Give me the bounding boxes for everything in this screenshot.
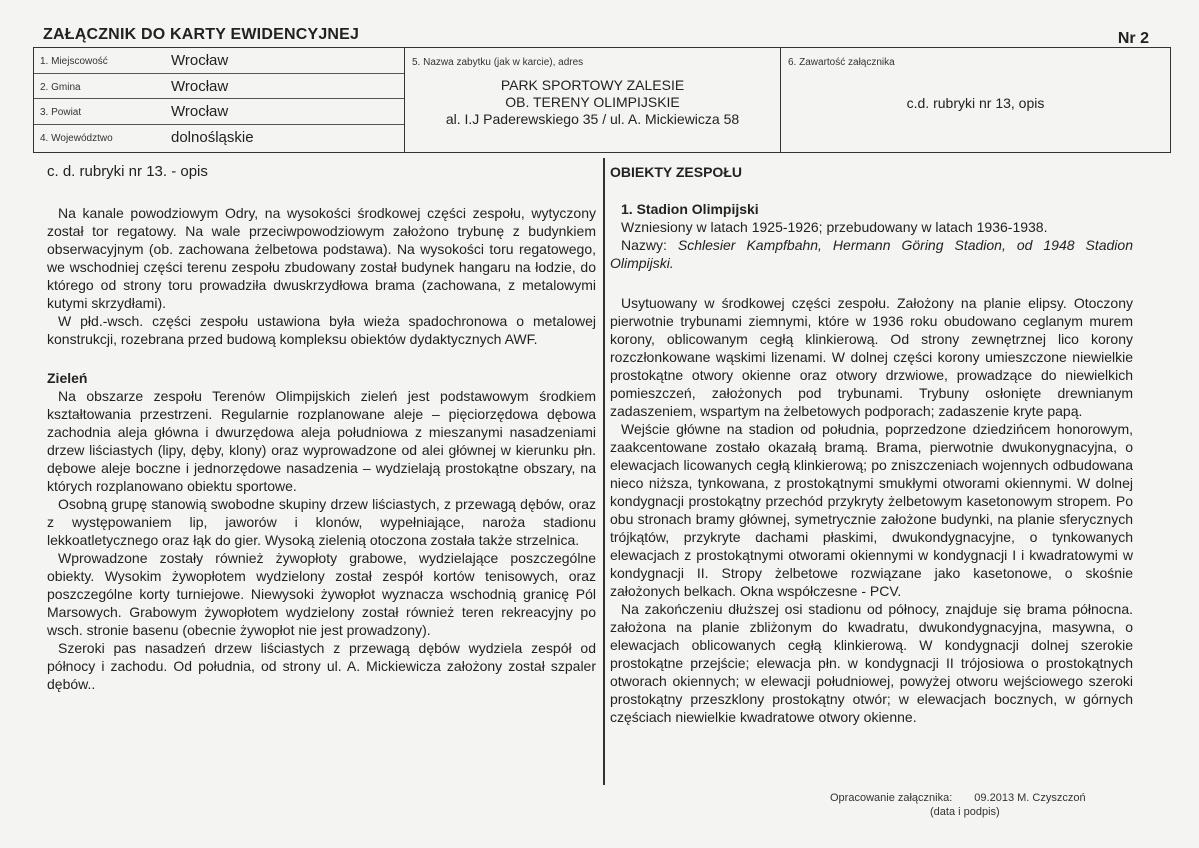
paragraph: Wejście główne na stadion od południa, poprzedzone dziedzińcem honorowym, zaakcentowane zostało okazałą bramą. Brama, pierwotnie dwukonygnacyjna, o elewacjach licowanych cegłą klinkierową; po zniszczeniach wojennych odbudowana nieco niższa, tynkowana, z prostokątnymi smukłymi otworami okiennymi. W dolnej kondygnacji prostokątny przechód przykryty żelbetowym kasetonowym stropem. Po obu stronach bramy głównej, symetrycznie założone budynki, na planie sferycznych trójkątów, przykryte dachami płaskimi, dwukondygnacyjne, o tynkowanych elewacjach z prostokątnymi otworami okiennymi w kondygnacji I i kwadratowymi w kondygnacji II. Stropy żelbetowe rozwiązane jako kasetonowe, o skośnie założonych belkach. Okna współczesne - PCV. (610, 421, 1133, 599)
footer-line (830, 791, 1086, 805)
monument-subname: OB. TERENY OLIMPIJSKIE (505, 94, 680, 110)
object-title: 1. Stadion Olimpijski (621, 201, 759, 217)
contents-value: c.d. rubryki nr 13, opis (906, 95, 1045, 111)
location-row (34, 125, 404, 151)
contents-column (781, 48, 1170, 152)
location-label: 4. Województwo (40, 132, 113, 144)
location-column (34, 48, 405, 152)
location-row (34, 74, 404, 100)
location-row (34, 99, 404, 125)
location-label: 3. Powiat (40, 107, 82, 118)
location-value: Wrocław (171, 77, 229, 95)
monument-column (405, 48, 781, 152)
paragraph: Szeroki pas nasadzeń drzew liściastych z przewagą dębów wydziela zespół od północy i zachodu. Od południa, od strony ul. A. Mickiewicza założony został szpaler dębów.. (47, 640, 596, 692)
location-value: dolnośląskie (171, 128, 254, 146)
footer-note: (data i podpis) (930, 806, 1000, 818)
paragraph: Osobną grupę stanowią swobodne skupiny drzew liściastych, z przewagą dębów, oraz z występowaniem lip, jaworów i klonów, wypełniające, naroża stadionu lekkoatletycznego oraz łąk do gier. Wysoką zielenią otoczona została także strzelnica. (47, 496, 596, 548)
objects-column (610, 163, 1133, 726)
monument-address (405, 77, 780, 128)
location-row (34, 48, 404, 74)
object-names (610, 236, 1133, 272)
objects-heading: OBIEKTY ZESPOŁU (610, 164, 742, 180)
location-value: Wrocław (171, 103, 229, 120)
paragraph: Usytuowany w środkowej części zespołu. Założony na planie elipsy. Otoczony pierwotnie trybunami ziemnymi, które w 1936 roku obudowano ceglanym murem korony, oblicowanym cegłą klinkierową. Od strony zewnętrznej lico korony rozczłonkowane wąskimi lizenami. W dolnej części korony umieszczone niewielkie prostokątne otwory okienne oraz otwory drzwiowe, prowadzące do niewielkich pomieszczeń, założonych pod trybunami. Trybuny osłonięte drewnianym zadaszeniem, wspartym na żelbetowych podporach; zadaszenie kryte papą. (610, 295, 1133, 419)
paragraph: Na zakończeniu dłuższej osi stadionu od północy, znajduje się brama północna. założona na planie zbliżonym do kwadratu, dwukondygnacyjna, masywna, o elewacjach oblicowanych cegłą klinkierową. W kondygnacji dolnej szerokie prostokątne przejście; elewacja płn. w kondygnacji II trójosiowa o prostokątnych otworach okiennych; w elewacji południowej, powyżej otworu wejściowego szeroki prostokątny przeszklony prostokątny otwór; w elewacjach bocznych, w górnych częściach niewielkie kwadratowe otwory okienne. (610, 601, 1133, 725)
paragraph: Wprowadzone zostały również żywopłoty grabowe, wydzielające poszczególne obiekty. Wysokim żywopłotem wydzielony został zespół kortów tenisowych, oraz poszczególne korty turniejowe. Niewysoki żywopłot wyznacza wschodnią granicę Pól Marsowych. Grabowym żywopłotem wydzielony został również teren rekreacyjny po wsch. stronie basenu (obecnie żywopłot nie jest prowadzony). (47, 550, 596, 638)
paragraph: W płd.-wsch. części zespołu ustawiona była wieża spadochronowa o metalowej konstrukcji, rozebrana przed budową kompleksu obiektów dydaktycznych AWF. (47, 313, 596, 347)
location-label: 2. Gmina (40, 81, 81, 93)
monument-street: al. I.J Paderewskiego 35 / ul. A. Mickiewicza 58 (445, 111, 740, 127)
header-table (33, 47, 1171, 153)
location-label: 1. Miejscowość (40, 56, 108, 67)
location-value: Wrocław (171, 52, 229, 69)
footer-value: 09.2013 M. Czyszczoń (974, 792, 1086, 804)
footer (830, 791, 1086, 819)
names-value: Schlesier Kampfbahn, Hermann Göring Stadion, od 1948 Stadion Olimpijski. (610, 237, 1133, 271)
monument-label: 5. Nazwa zabytku (jak w karcie), adres (412, 57, 584, 68)
footer-label: Opracowanie załącznika: (830, 792, 953, 804)
contents-label: 6. Zawartość załącznika (788, 57, 895, 68)
names-label: Nazwy: (621, 237, 667, 253)
paragraph: Na obszarze zespołu Terenów Olimpijskich zieleń jest podstawowym środkiem kształtowania przestrzeni. Regularnie rozplanowane aleje – pięciorzędowa dębowa zachodnia aleja główna i dwurzędowa aleja południowa z mieszanymi nasadzeniami drzew liściastych (lipy, dęby, klony) oraz wyprowadzone od alei głównej w kierunku płn. dębowe aleje boczne i jednorzędowe nasadzenia – wydzielają prostokątne obszary, na których rozplanowano obiektu sportowe. (47, 388, 596, 494)
paragraph: Na kanale powodziowym Odry, na wysokości środkowej części zespołu, wytyczony został tor regatowy. Na wale przeciwpowodziowym założono trybunę z budynkiem obserwacyjnym (ob. zachowana żelbetowa podstawa). Na wysokości toru regatowego, we wschodniej części terenu zespołu zbudowany został budynek hangaru na łodzie, do którego od strony toru prowadziła dwuskrzydłowa brama (zachowana, z metalowymi kutymi skrzydłami). (47, 205, 596, 311)
greenery-heading: Zieleń (47, 370, 88, 386)
section-subtitle: c. d. rubryki nr 13. - opis (47, 163, 208, 180)
document-title: ZAŁĄCZNIK DO KARTY EWIDENCYJNEJ (43, 26, 360, 43)
description-column (47, 163, 596, 693)
object-built: Wzniesiony w latach 1925-1926; przebudowany w latach 1936-1938. (621, 219, 1048, 235)
column-divider (603, 158, 605, 785)
attachment-number: Nr 2 (1117, 30, 1149, 47)
monument-name: PARK SPORTOWY ZALESIE (500, 77, 685, 93)
